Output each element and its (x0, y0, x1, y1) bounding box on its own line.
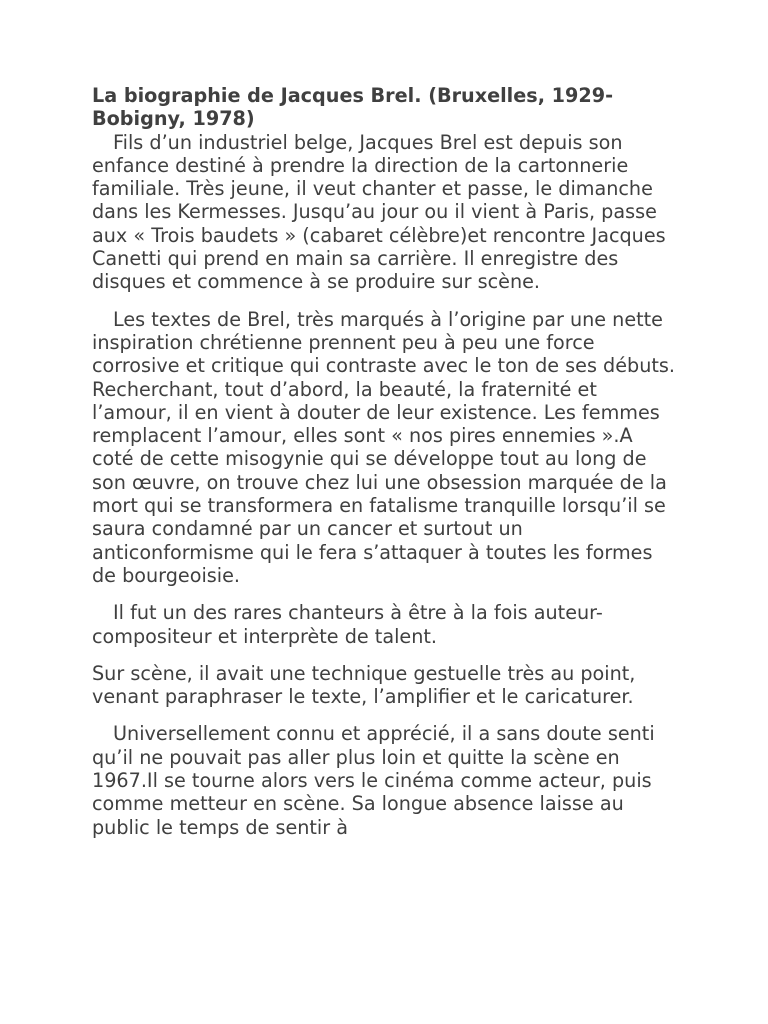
paragraph-stage-technique: Sur scène, il avait une technique gestuelle très au point, venant paraphraser le texte, l’amplifier et le caricaturer. (92, 661, 636, 709)
paragraph-early-life: Fils d’un industriel belge, Jacques Brel est depuis son enfance destiné à prendre la direction de la cartonnerie familiale. Très jeune, il veut chanter et passe, le dimanche dans les Kermesses. Jusqu’au jour ou il vient à Paris, passe aux « Trois baudets » (cabaret célèbre)et rencontre Jacques Canetti qui prend en main sa carrière. Il enregistre des disques et commence à se produire sur scène. (92, 130, 666, 294)
document-page (92, 84, 680, 839)
paragraph-later-career: Universellement connu et apprécié, il a sans doute senti qu’il ne pouvait pas aller plus loin et quitte la scène en 1967.Il se tourne alors vers le cinéma comme acteur, puis comme metteur en scène. Sa longue absence laisse au public le temps de sentir à (92, 722, 655, 839)
paragraph-themes: Les textes de Brel, très marqués à l’origine par une nette inspiration chrétienne prennent peu à peu une force corrosive et critique qui contraste avec le ton de ses débuts. Recherchant, tout d’abord, la beauté, la fraternité et l’amour, il en vient à douter de leur existence. Les femmes remplacent l’amour, elles sont « nos pires ennemies ».A coté de cette misogynie qui se développe tout au long de son œuvre, on trouve chez lui une obsession marquée de la mort qui se transformera en fatalisme tranquille lorsqu’il se saura condamné par un cancer et surtout un anticonformisme qui le fera s’attaquer à toutes les formes de bourgeoisie. (92, 307, 675, 587)
paragraph-songwriter: Il fut un des rares chanteurs à être à la fois auteur-compositeur et interprète de talent. (92, 601, 603, 648)
document-title: La biographie de Jacques Brel. (Bruxelles, 1929-Bobigny, 1978) (92, 84, 614, 131)
